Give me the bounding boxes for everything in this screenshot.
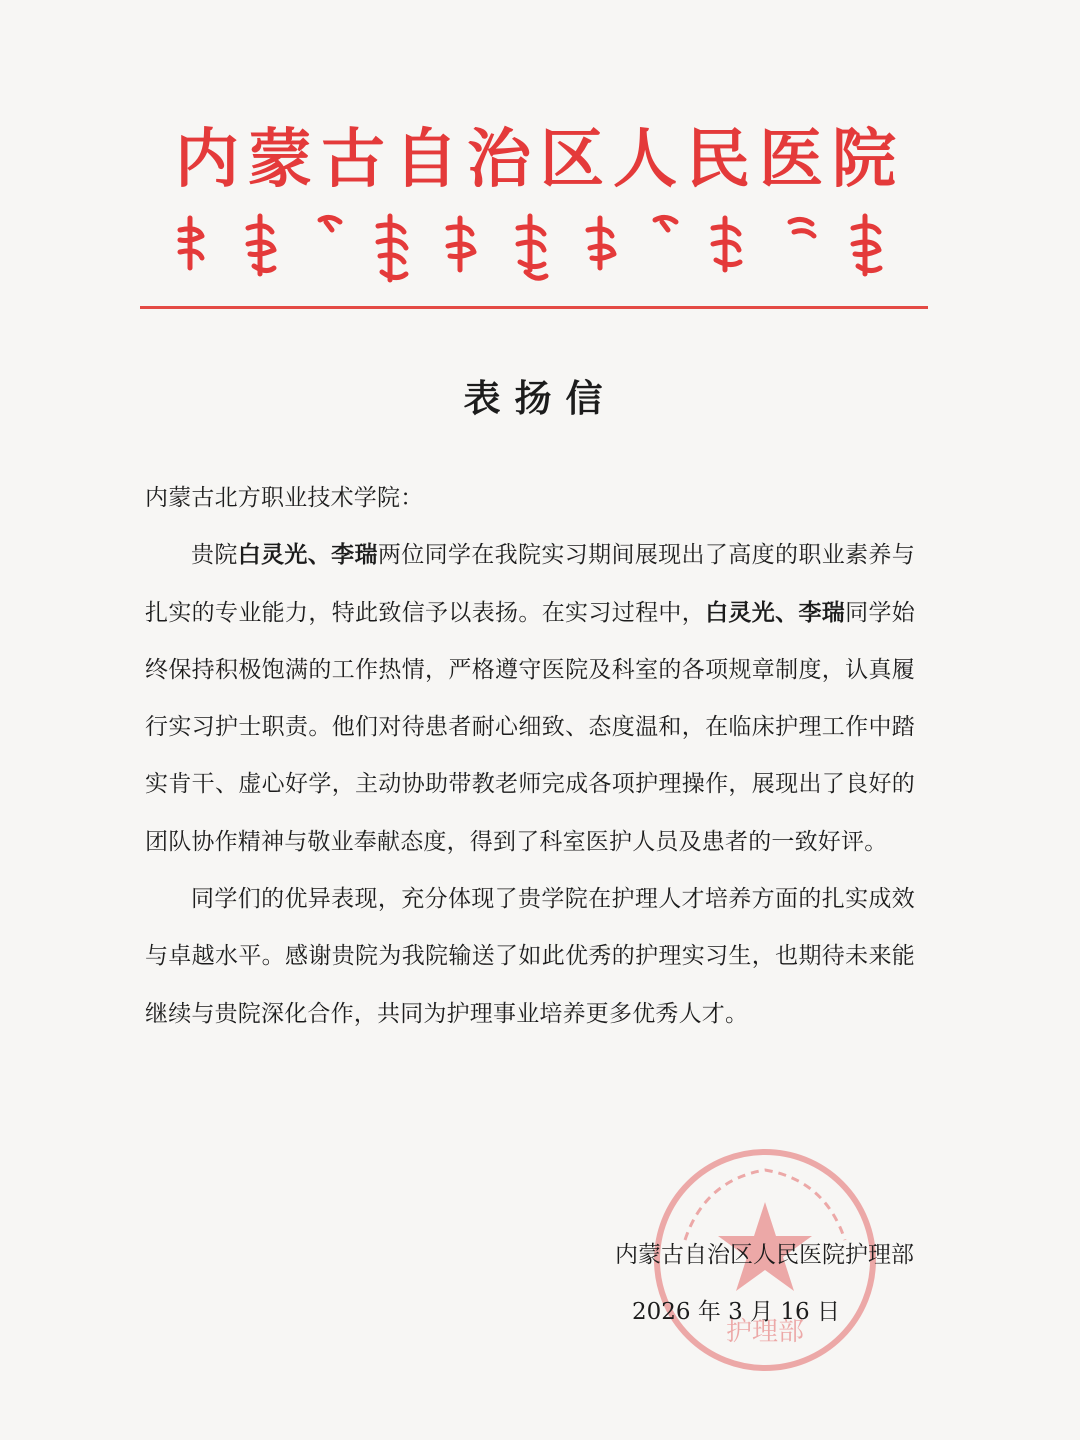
- mongolian-script-name: [150, 208, 930, 288]
- hospital-name-heading: 内蒙古自治区人民医院: [175, 122, 905, 197]
- seal-inner-text: 护理部: [725, 1317, 805, 1347]
- paragraph-1-text-b: 两位同学在我院实习期间展现出了高度的职业素养与扎实的专业能力，特此致信予以表扬。在实习过程中，: [145, 542, 915, 626]
- letter-title: 表扬信: [463, 377, 617, 420]
- student-names: 白灵光、李瑞: [237, 542, 378, 569]
- signature-date: 2026 年 3 月 16 日: [632, 1299, 840, 1325]
- paragraph-1-text-c: 同学始终保持积极饱满的工作热情，严格遵守医院及科室的各项规章制度，认真履行实习护士职责。他们对待患者耐心细致、态度温和，在临床护理工作中踏实肯干、虚心好学，主动协助带教老师完成各项护理操作，展现出了良好的团队协作精神与敬业奉献态度，得到了科室医护人员及患者的一致好评。: [145, 599, 915, 855]
- paragraph-1: [145, 527, 915, 871]
- salutation: 内蒙古北方职业技术学院：: [145, 485, 424, 511]
- letter-body: [145, 470, 915, 1043]
- paragraph-1-text-a: 贵院: [191, 542, 238, 569]
- signature-department: 内蒙古自治区人民医院护理部: [615, 1242, 914, 1268]
- letterhead-divider: [140, 306, 928, 309]
- student-names-repeat: 白灵光、李瑞: [705, 599, 846, 626]
- paragraph-2: 同学们的优异表现，充分体现了贵学院在护理人才培养方面的扎实成效与卓越水平。感谢贵院为我院输送了如此优秀的护理实习生，也期待未来能继续与贵院深化合作，共同为护理事业培养更多优秀人才。: [145, 886, 915, 1027]
